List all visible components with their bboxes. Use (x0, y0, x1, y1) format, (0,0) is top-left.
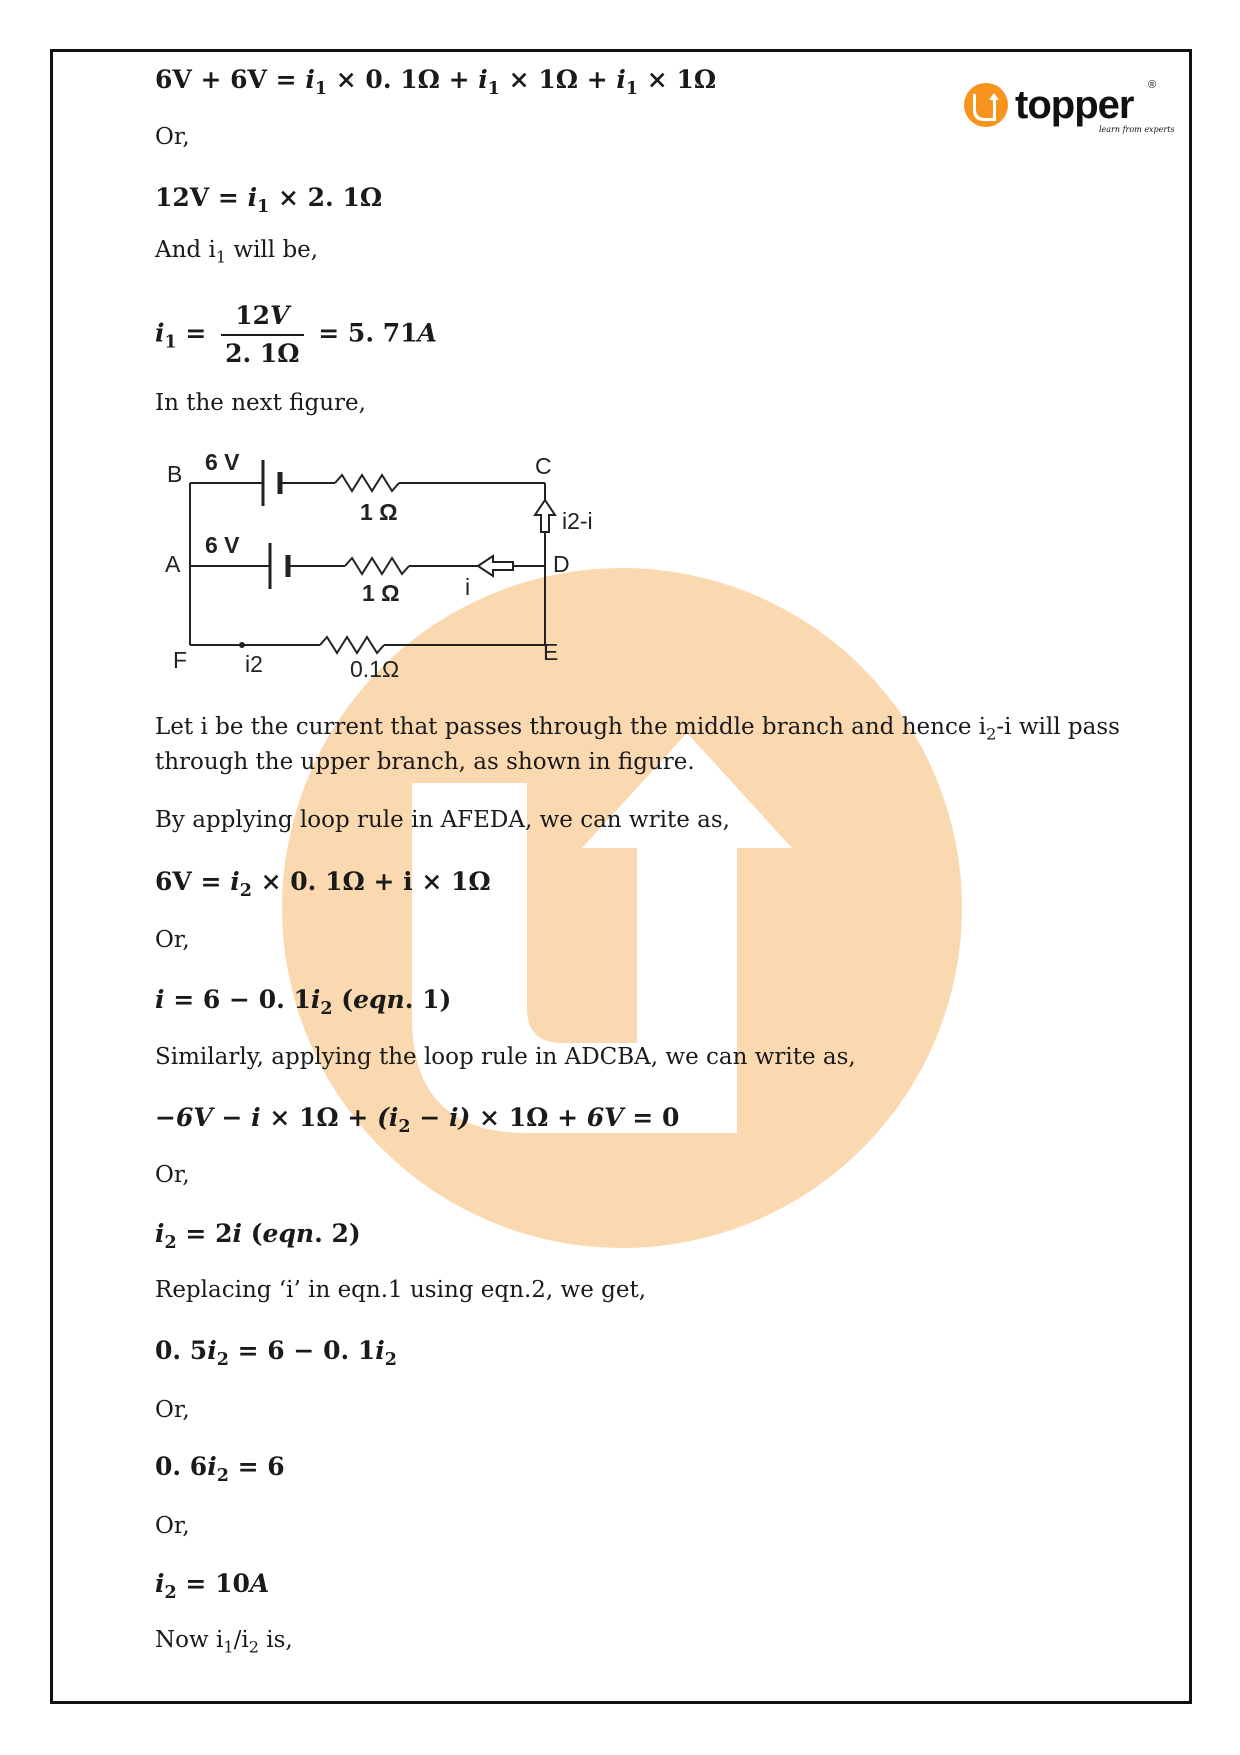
equation-6: $-6V - i \times 1\Omega + (i_2 - i) \times 1\Omega + 6V = 0$ (155, 1103, 680, 1138)
equation-1: $6V + 6V = i_1 \times 0$. $1\Omega + i_1 \times 1\Omega + i_1 \times 1\Omega$ (155, 65, 717, 100)
equation-5: i = 6 − 0. $1i_2$ (eqn. 1) (155, 985, 452, 1020)
fraction: $\frac{12V}{2. 1\Omega}$ (221, 298, 303, 372)
loop-afeda-text: By applying loop rule in AFEDA, we can write as, (155, 807, 730, 833)
or-text-5: Or, (155, 1513, 190, 1539)
top-voltage-label: 6 V (205, 449, 240, 475)
middle-voltage-label: 6 V (205, 532, 240, 558)
node-label-b: B (167, 461, 183, 487)
or-text-2: Or, (155, 927, 190, 953)
equation-9: 0. $6i_2 = 6$ (155, 1452, 285, 1487)
let-i-text-line-1: Let i be the current that passes through the middle branch and hence $i_2-i$ will pass (155, 714, 1120, 744)
next-figure-text: In the next figure, (155, 390, 366, 416)
equation-8: 0. $5i_2 = 6 - 0$. $1i_2$ (155, 1336, 397, 1371)
or-text-4: Or, (155, 1397, 190, 1423)
equation-3: $i_1$ = $\frac{12V}{2. 1\Omega}$ = 5. 71A (155, 298, 437, 372)
equation-4: $6V = i_2 \times 0$. 1Ω + i × 1Ω (155, 867, 491, 902)
node-label-e: E (543, 639, 559, 665)
bottom-current-dot-icon (239, 642, 245, 648)
leftward-current-arrow-icon (478, 556, 513, 576)
node-label-a: A (165, 551, 181, 577)
svg-text:®: ® (1148, 79, 1157, 91)
top-resistor-label: 1 Ω (360, 499, 398, 525)
upward-current-arrow-icon (535, 500, 555, 532)
svg-text:learn from experts: learn from experts (1099, 125, 1175, 134)
svg-text:topper: topper (1015, 83, 1134, 127)
upper-branch-current-label: i2-i (562, 508, 593, 534)
bottom-branch-current-label: i2 (245, 651, 263, 677)
replacing-text: Replacing ‘i’ in eqn.1 using eqn.2, we get, (155, 1277, 647, 1303)
middle-branch-current-label: i (465, 574, 471, 600)
bottom-resistor-label: 0.1Ω (350, 656, 400, 682)
or-text-1: Or, (155, 124, 190, 150)
or-text-3: Or, (155, 1162, 190, 1188)
now-ratio-text: Now $i_1/i_2$ is, (155, 1627, 293, 1657)
equation-7: $i_2 = 2i$ (eqn. 2) (155, 1219, 361, 1254)
node-label-c: C (535, 453, 552, 479)
middle-resistor-label: 1 Ω (362, 580, 400, 606)
equation-2: $12V = i_1 \times 2$. 1Ω (155, 183, 383, 218)
node-label-d: D (553, 551, 570, 577)
equation-10: $i_2 = 10A$ (155, 1569, 270, 1604)
loop-adcba-text: Similarly, applying the loop rule in ADCBA, we can write as, (155, 1044, 856, 1070)
node-label-f: F (173, 647, 188, 673)
circuit-diagram (155, 440, 635, 680)
and-i1-text: And $i_1$ will be, (155, 237, 319, 267)
topper-logo (963, 74, 1175, 144)
let-i-text-line-2: through the upper branch, as shown in figure. (155, 749, 695, 775)
